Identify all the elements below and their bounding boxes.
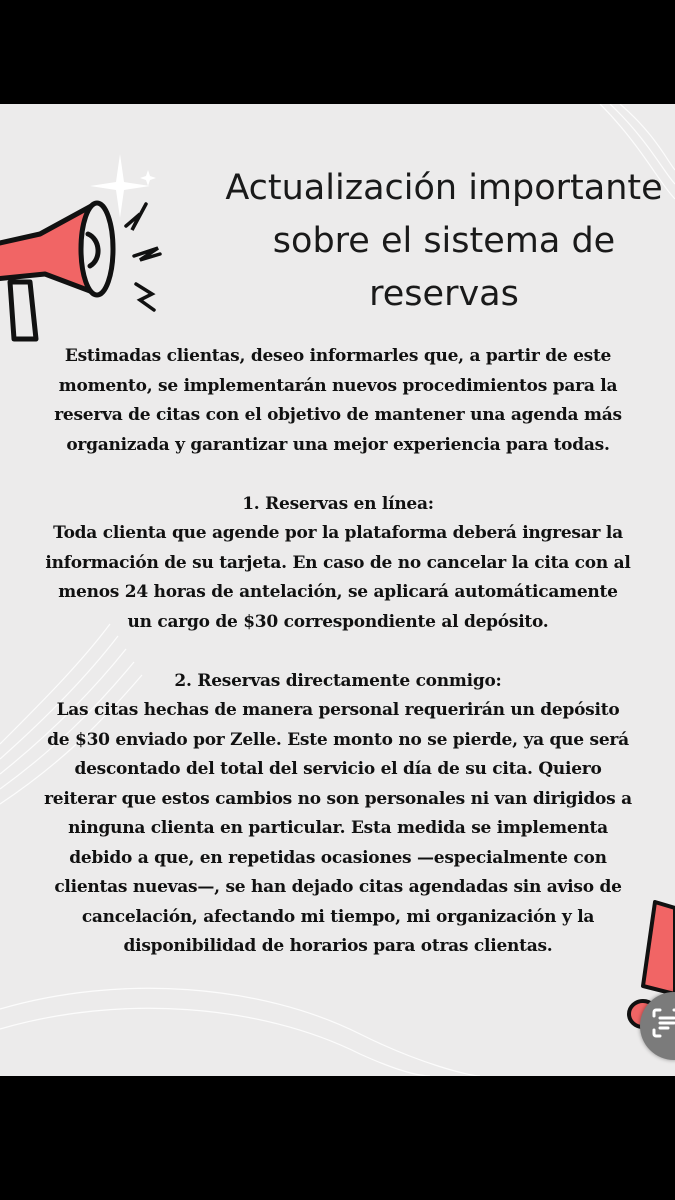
scan-text-icon (650, 1006, 675, 1040)
section2-text: Las citas hechas de manera personal requerirán un depósito de $30 enviado por Zelle. Este monto no se pierde, ya que será descontado del total del servicio el día de su cita. Quiero reiterar que estos cambios no son personales ni van dirigidos a ninguna clienta en particular. Esta medida se implementa debido a que, en repetidas ocasiones —especialmente con clientas nuevas—, se han dejado citas agendadas sin aviso de cancelación, afectando mi tiempo, mi organización y la disponibilidad de horarios para otras clientas. (44, 700, 632, 956)
section1-text: Toda clienta que agende por la plataforma deberá ingresar la información de su tarjeta. En caso de no cancelar la cita con al menos 24 horas de antelación, se aplicará automáticamente un cargo de $30 correspondiente al depósito. (45, 523, 631, 632)
announcement-body (44, 342, 632, 962)
intro-paragraph: Estimadas clientas, deseo informarles que, a partir de este momento, se implementarán nuevos procedimientos para la reserva de citas con el objetivo de mantener una agenda más organizada y garantizar una mejor experiencia para todas. (54, 346, 622, 455)
announcement-card (0, 104, 675, 1076)
megaphone-icon (0, 134, 175, 354)
page-title: Actualización importante sobre el sistema de reservas (225, 168, 663, 314)
section2-heading: 2. Reservas directamente conmigo: (174, 670, 502, 691)
section1-heading: 1. Reservas en línea: (242, 493, 434, 514)
